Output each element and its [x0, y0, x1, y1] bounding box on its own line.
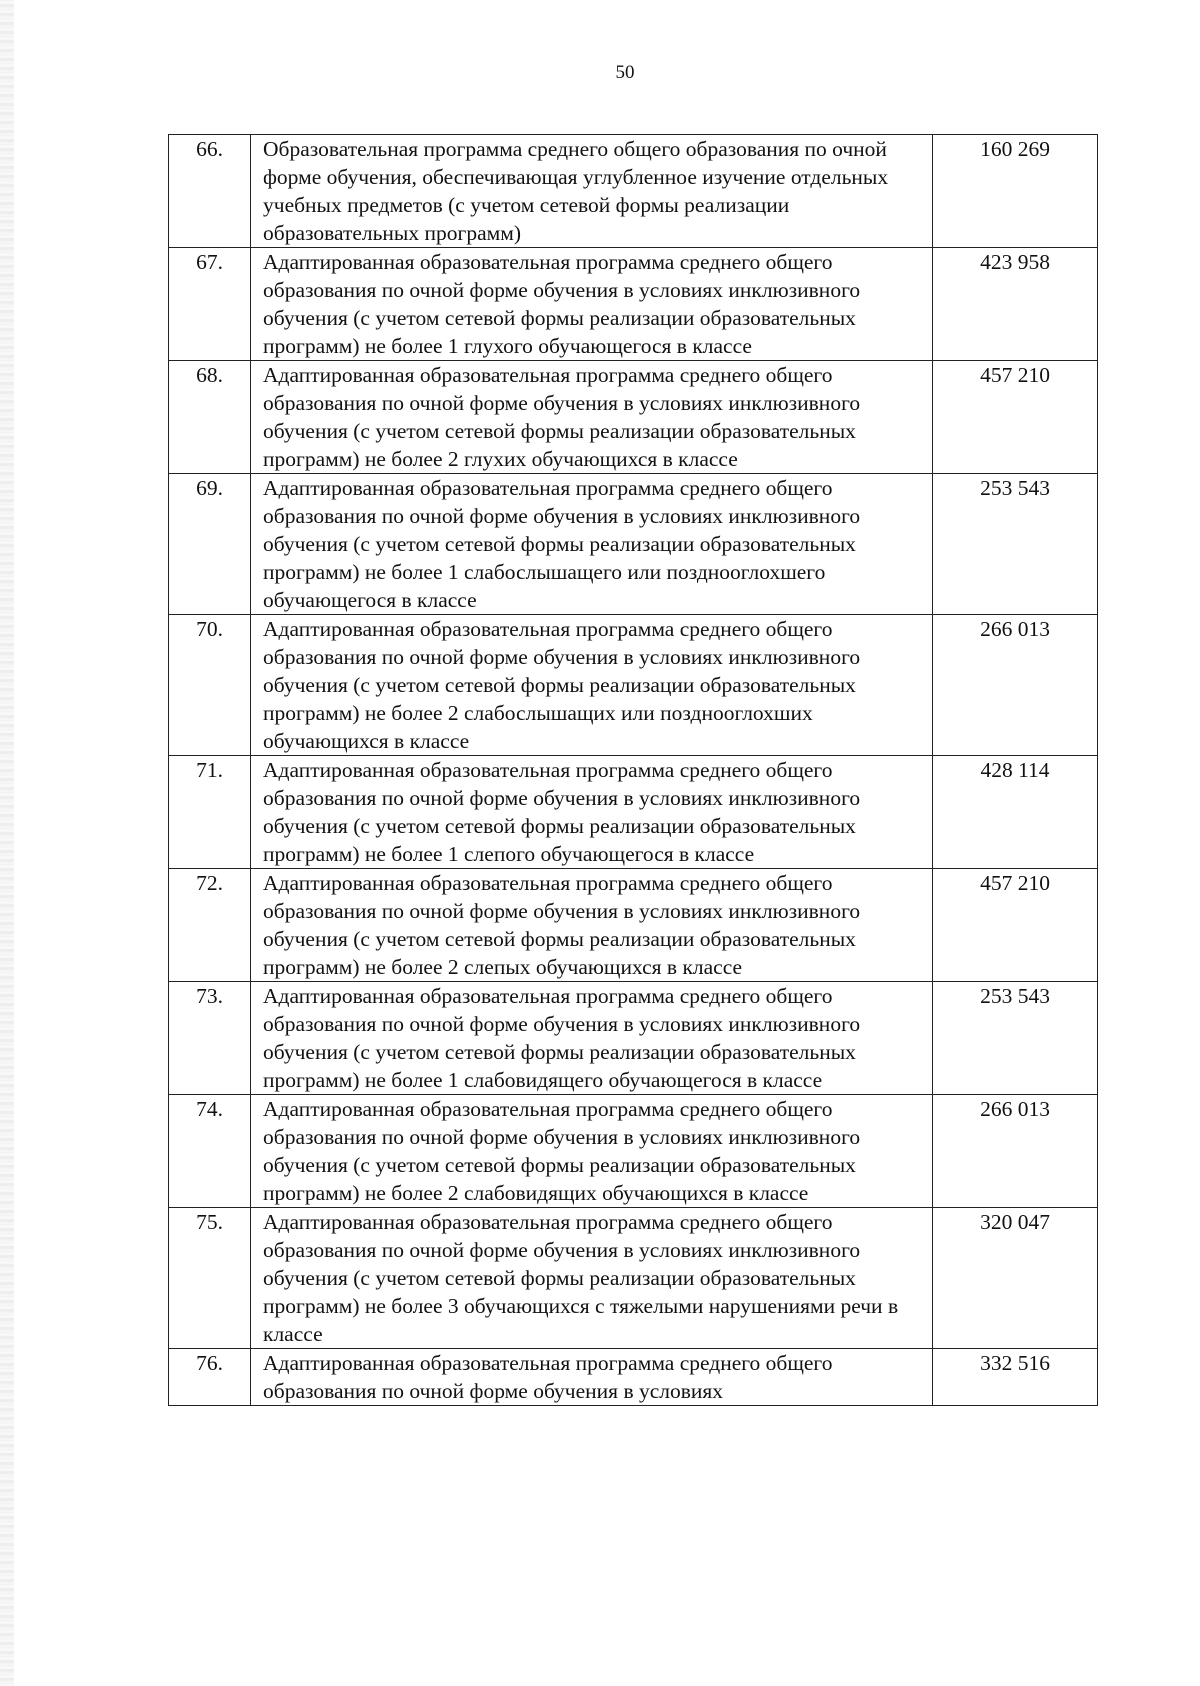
cost-value: 266 013	[933, 1095, 1098, 1208]
table-row	[169, 982, 1098, 1095]
row-number: 72.	[169, 869, 251, 982]
program-description: Адаптированная образовательная программа среднего общего образования по очной форме обучения в условиях инклюзивного обучения (с учетом сетевой формы реализации образовательных программ) не более 3 обучающихся с тяжелыми нарушениями речи в классе	[251, 1208, 933, 1349]
cost-value: 428 114	[933, 756, 1098, 869]
row-number: 73.	[169, 982, 251, 1095]
row-number: 71.	[169, 756, 251, 869]
row-number: 69.	[169, 474, 251, 615]
row-number: 76.	[169, 1349, 251, 1406]
cost-value: 332 516	[933, 1349, 1098, 1406]
cost-value: 320 047	[933, 1208, 1098, 1349]
program-description: Адаптированная образовательная программа среднего общего образования по очной форме обучения в условиях инклюзивного обучения (с учетом сетевой формы реализации образовательных программ) не более 2 слабовидящих обучающихся в классе	[251, 1095, 933, 1208]
program-description: Адаптированная образовательная программа среднего общего образования по очной форме обучения в условиях инклюзивного обучения (с учетом сетевой формы реализации образовательных программ) не более 1 глухого обучающегося в классе	[251, 248, 933, 361]
row-number: 75.	[169, 1208, 251, 1349]
program-description: Адаптированная образовательная программа среднего общего образования по очной форме обучения в условиях инклюзивного обучения (с учетом сетевой формы реализации образовательных программ) не более 2 глухих обучающихся в классе	[251, 361, 933, 474]
program-description: Адаптированная образовательная программа среднего общего образования по очной форме обучения в условиях	[251, 1349, 933, 1406]
program-description: Адаптированная образовательная программа среднего общего образования по очной форме обучения в условиях инклюзивного обучения (с учетом сетевой формы реализации образовательных программ) не более 1 слабовидящего обучающегося в классе	[251, 982, 933, 1095]
cost-value: 457 210	[933, 869, 1098, 982]
table-row	[169, 474, 1098, 615]
table-row	[169, 1208, 1098, 1349]
table-row	[169, 248, 1098, 361]
cost-value: 253 543	[933, 474, 1098, 615]
table-row	[169, 756, 1098, 869]
cost-value: 160 269	[933, 135, 1098, 248]
row-number: 68.	[169, 361, 251, 474]
program-description: Образовательная программа среднего общего образования по очной форме обучения, обеспечивающая углубленное изучение отдельных учебных предметов (с учетом сетевой формы реализации образовательных программ)	[251, 135, 933, 248]
table-body	[169, 135, 1098, 1406]
page-number: 50	[615, 62, 635, 83]
tariff-table	[168, 134, 1098, 1406]
table-row	[169, 1349, 1098, 1406]
row-number: 67.	[169, 248, 251, 361]
row-number: 70.	[169, 615, 251, 756]
program-description: Адаптированная образовательная программа среднего общего образования по очной форме обучения в условиях инклюзивного обучения (с учетом сетевой формы реализации образовательных программ) не более 2 слепых обучающихся в классе	[251, 869, 933, 982]
table-row	[169, 361, 1098, 474]
cost-value: 457 210	[933, 361, 1098, 474]
row-number: 66.	[169, 135, 251, 248]
row-number: 74.	[169, 1095, 251, 1208]
cost-value: 266 013	[933, 615, 1098, 756]
table-row	[169, 869, 1098, 982]
cost-value: 253 543	[933, 982, 1098, 1095]
program-description: Адаптированная образовательная программа среднего общего образования по очной форме обучения в условиях инклюзивного обучения (с учетом сетевой формы реализации образовательных программ) не более 2 слабослышащих или позднооглохших обучающихся в классе	[251, 615, 933, 756]
table-row	[169, 1095, 1098, 1208]
program-description: Адаптированная образовательная программа среднего общего образования по очной форме обучения в условиях инклюзивного обучения (с учетом сетевой формы реализации образовательных программ) не более 1 слепого обучающегося в классе	[251, 756, 933, 869]
table-row	[169, 615, 1098, 756]
cost-value: 423 958	[933, 248, 1098, 361]
scan-edge-artifact	[0, 0, 14, 1686]
table-row	[169, 135, 1098, 248]
program-description: Адаптированная образовательная программа среднего общего образования по очной форме обучения в условиях инклюзивного обучения (с учетом сетевой формы реализации образовательных программ) не более 1 слабослышащего или позднооглохшего обучающегося в классе	[251, 474, 933, 615]
